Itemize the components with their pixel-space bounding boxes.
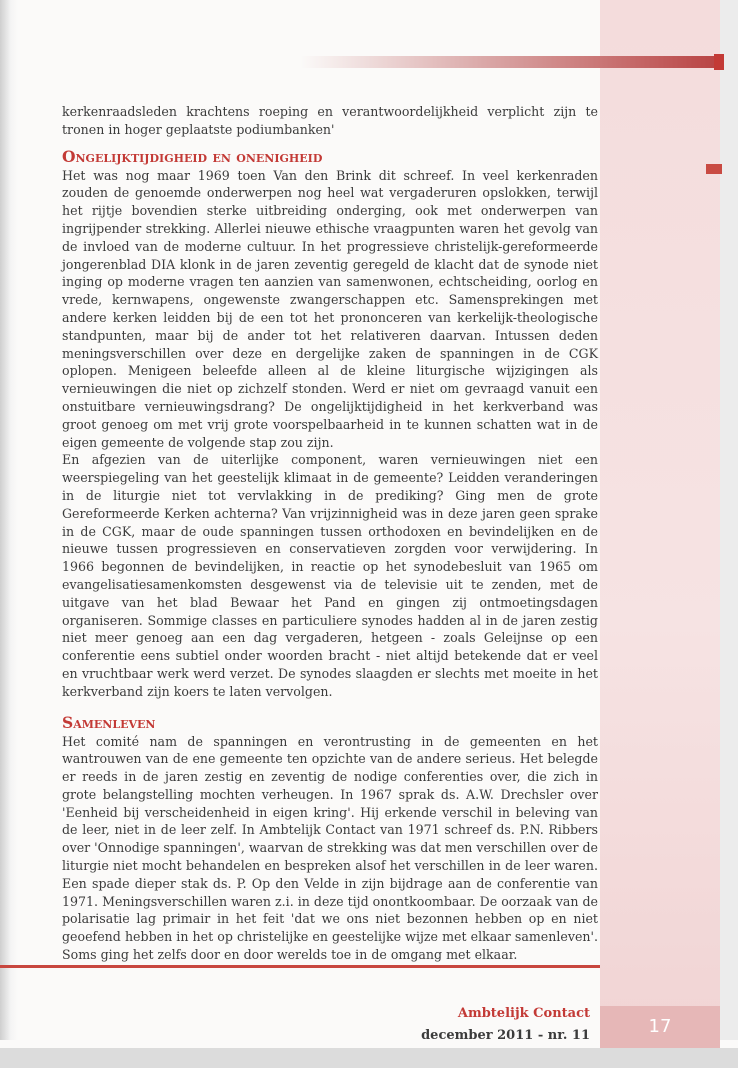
magazine-title: Ambtelijk Contact <box>457 1006 590 1021</box>
issue-label: december 2011 - nr. 11 <box>421 1028 590 1043</box>
page-right-edge <box>720 0 738 1040</box>
spine-shadow <box>0 0 18 1040</box>
intro-paragraph: kerkenraadsleden krachtens roeping en verantwoordelijkheid verplicht zijn te tronen in hoger geplaatste podiumbanken' <box>62 104 598 137</box>
top-rule-cap <box>714 54 724 70</box>
paragraph-3: Het comité nam de spanningen en verontrusting in de gemeenten en het wantrouwen van de ene gemeente ten opzichte van de andere serieus. Het belegde er reeds in de jaren zestig en zeventig de nodige conferenties over, die zich in grote belangstelling mochten verheugen. In 1967 sprak ds. A.W. Drechsler over 'Eenheid bij verscheidenheid in eigen kring'. Hij erkende verschil in beleving van de leer, niet in de leer zelf. In Ambtelijk Contact van 1971 schreef ds. P.N. Ribbers over 'Onnodige spanningen', waarvan de strekking was dat men verschillen over de liturgie niet mocht behandelen en bespreken alsof het verschillen in de leer waren. Een spade dieper stak ds. P. Op den Velde in zijn bijdrage aan de conferentie van 1971. Meningsverschillen waren z.i. in deze tijd onontkoombaar. De oorzaak van de polarisatie lag primair in het feit 'dat we ons niet bezonnen hebben op en niet geoefend hebben in het op christelijke en geestelijke wijze met elkaar samenleven'. Soms ging het zelfs door en door werelds toe in de omgang met elkaar. <box>62 733 598 963</box>
scan-bottom-strip <box>0 1048 738 1068</box>
article-body <box>62 103 598 964</box>
page-number: 17 <box>648 1016 672 1037</box>
top-decorative-rule <box>300 56 724 68</box>
paragraph-1: Het was nog maar 1969 toen Van den Brink dit schreef. In veel kerkenraden zouden de genoemde onderwerpen nog heel wat vergaderuren opslokken, terwijl het rijtje bovendien sterke uitbreiding onderging, ook met onderwerpen van ingrijpender strekking. Allerlei nieuwe ethische vraagpunten waren het gevolg van de invloed van de moderne cultuur. In het progressieve christelijk-gereformeerde jongerenblad DIA klonk in de jaren zeventig geregeld de klacht dat de synode niet inging op moderne vragen ten aanzien van samenwonen, echtscheiding, oorlog en vrede, kernwapens, ongewenste zwangerschappen etc. Samensprekingen met andere kerken leidden bij de een tot het prononceren van kerkelijk-theologische standpunten, maar bij de ander tot het relativeren daarvan. Intussen deden meningsverschillen over deze en dergelijke zaken de spanningen in de CGK oplopen. Menigeen beleefde alleen al de kleine liturgische wijzigingen als vernieuwingen die niet op zichzelf stonden. Werd er niet om gevraagd vanuit een onstuitbare vernieuwingsdrang? De ongelijktijdigheid in het kerkverband was groot genoeg om met vrij grote voorspelbaarheid in te kunnen schatten wat in de eigen gemeente de volgende stap zou zijn. <box>62 167 598 450</box>
section-heading-ongelijktijdigheid: Ongelijktijdigheid en onenigheid <box>62 146 323 166</box>
sidebar-marker-tab <box>706 164 722 174</box>
bottom-rule <box>0 965 600 968</box>
pink-sidebar <box>600 0 720 1040</box>
paragraph-2: En afgezien van de uiterlijke component, waren vernieuwingen niet een weerspiegeling van het geestelijk klimaat in de gemeente? Leidden veranderingen in de liturgie niet tot vervlakking in de prediking? Ging men de grote Gereformeerde Kerken achterna? Van vrijzinnigheid was in deze jaren geen sprake in de CGK, maar de oude spanningen tussen orthodoxen en bevindelijken en de nieuwe tussen progressieven en conservatieven zorgden voor verwijdering. In 1966 begonnen de bevindelijken, in reactie op het synodebesluit van 1965 om evangelisatiesamenkomsten desgewenst via de televisie uit te zenden, met de uitgave van het blad Bewaar het Pand en gingen zij ontmoetingsdagen organiseren. Sommige classes en particuliere synodes hadden al in de jaren zestig niet meer genoeg aan een dag vergaderen, hetgeen - zoals Geleijnse op een conferentie eens subtiel onder woorden bracht - niet altijd betekende dat er veel en vruchtbaar werk werd verzet. De synodes slaagden er slechts met moeite in het kerkverband zijn koers te laten vervolgen. <box>62 452 598 699</box>
section-heading-samenleven: Samenleven <box>62 712 156 732</box>
